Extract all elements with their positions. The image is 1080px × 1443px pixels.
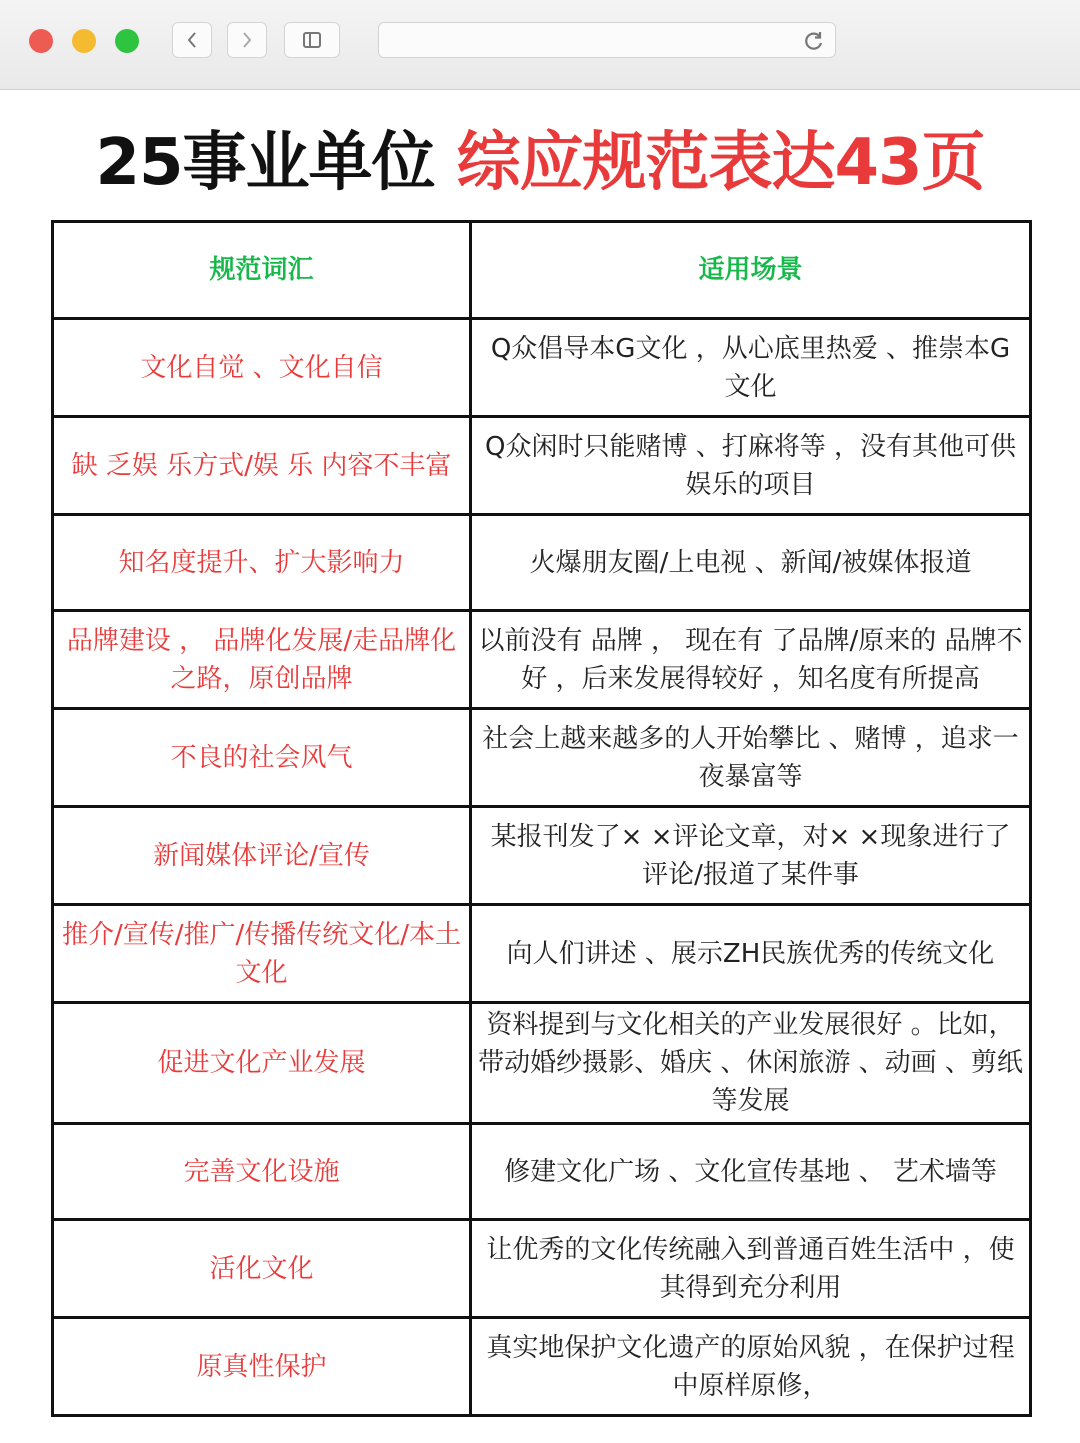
sidebar-toggle-button[interactable] — [284, 22, 340, 58]
table-header-row — [53, 222, 1031, 319]
forward-button[interactable] — [227, 22, 267, 58]
vocabulary-table — [51, 220, 1032, 1417]
term-cell: 原真性保护 — [53, 1318, 471, 1416]
term-cell: 促进文化产业发展 — [53, 1003, 471, 1124]
chevron-right-icon — [240, 30, 254, 50]
column-header-term: 规范词汇 — [53, 222, 471, 319]
reload-icon[interactable] — [803, 30, 825, 52]
table-row — [53, 709, 1031, 807]
table-row — [53, 515, 1031, 611]
table-row — [53, 807, 1031, 905]
scene-cell: 社会上越来越多的人开始攀比 、赌博 ，追求一夜暴富等 — [471, 709, 1031, 807]
scene-cell: 某报刊发了× ×评论文章，对× ×现象进行了评论/报道了某件事 — [471, 807, 1031, 905]
close-window-button[interactable] — [29, 29, 53, 53]
term-cell: 文化自觉 、文化自信 — [53, 319, 471, 417]
back-button[interactable] — [172, 22, 212, 58]
scene-cell: Q众倡导本G文化 ，从心底里热爱 、推崇本G文化 — [471, 319, 1031, 417]
title-prefix: 25事业单位 — [95, 126, 435, 200]
term-cell: 知名度提升、扩大影响力 — [53, 515, 471, 611]
table-row — [53, 905, 1031, 1003]
browser-toolbar — [0, 0, 1080, 90]
term-cell: 新闻媒体评论/宣传 — [53, 807, 471, 905]
scene-cell: 火爆朋友圈/上电视 、新闻/被媒体报道 — [471, 515, 1031, 611]
term-cell: 推介/宣传/推广/传播传统文化/本土文化 — [53, 905, 471, 1003]
address-bar[interactable] — [378, 22, 836, 58]
table-row — [53, 1124, 1031, 1220]
scene-cell: 修建文化广场 、文化宣传基地 、 艺术墙等 — [471, 1124, 1031, 1220]
chevron-left-icon — [185, 30, 199, 50]
table-row — [53, 319, 1031, 417]
term-cell: 活化文化 — [53, 1220, 471, 1318]
term-cell: 品牌建设 ， 品牌化发展/走品牌化之路，原创品牌 — [53, 611, 471, 709]
table-row — [53, 611, 1031, 709]
scene-cell: 让优秀的文化传统融入到普通百姓生活中 ，使其得到充分利用 — [471, 1220, 1031, 1318]
scene-cell: 真实地保护文化遗产的原始风貌 ，在保护过程中原样原修， — [471, 1318, 1031, 1416]
term-cell: 完善文化设施 — [53, 1124, 471, 1220]
minimize-window-button[interactable] — [72, 29, 96, 53]
table-row — [53, 1318, 1031, 1416]
table-row — [53, 1220, 1031, 1318]
table-row — [53, 1003, 1031, 1124]
scene-cell: Q众闲时只能赌博 、打麻将等 ，没有其他可供娱乐的项目 — [471, 417, 1031, 515]
maximize-window-button[interactable] — [115, 29, 139, 53]
column-header-scene: 适用场景 — [471, 222, 1031, 319]
table-row — [53, 417, 1031, 515]
sidebar-icon — [302, 31, 322, 49]
scene-cell: 以前没有 品牌 ， 现在有 了品牌/原来的 品牌不好 ，后来发展得较好 ，知名度有所提高 — [471, 611, 1031, 709]
term-cell: 不良的社会风气 — [53, 709, 471, 807]
page-title — [0, 118, 1080, 208]
title-highlight: 综应规范表达43页 — [456, 126, 985, 200]
scene-cell: 资料提到与文化相关的产业发展很好 。比如，带动婚纱摄影、婚庆 、休闲旅游 、动画 、剪纸等发展 — [471, 1003, 1031, 1124]
scene-cell: 向人们讲述 、展示ZH民族优秀的传统文化 — [471, 905, 1031, 1003]
term-cell: 缺 乏娱 乐方式/娱 乐 内容不丰富 — [53, 417, 471, 515]
